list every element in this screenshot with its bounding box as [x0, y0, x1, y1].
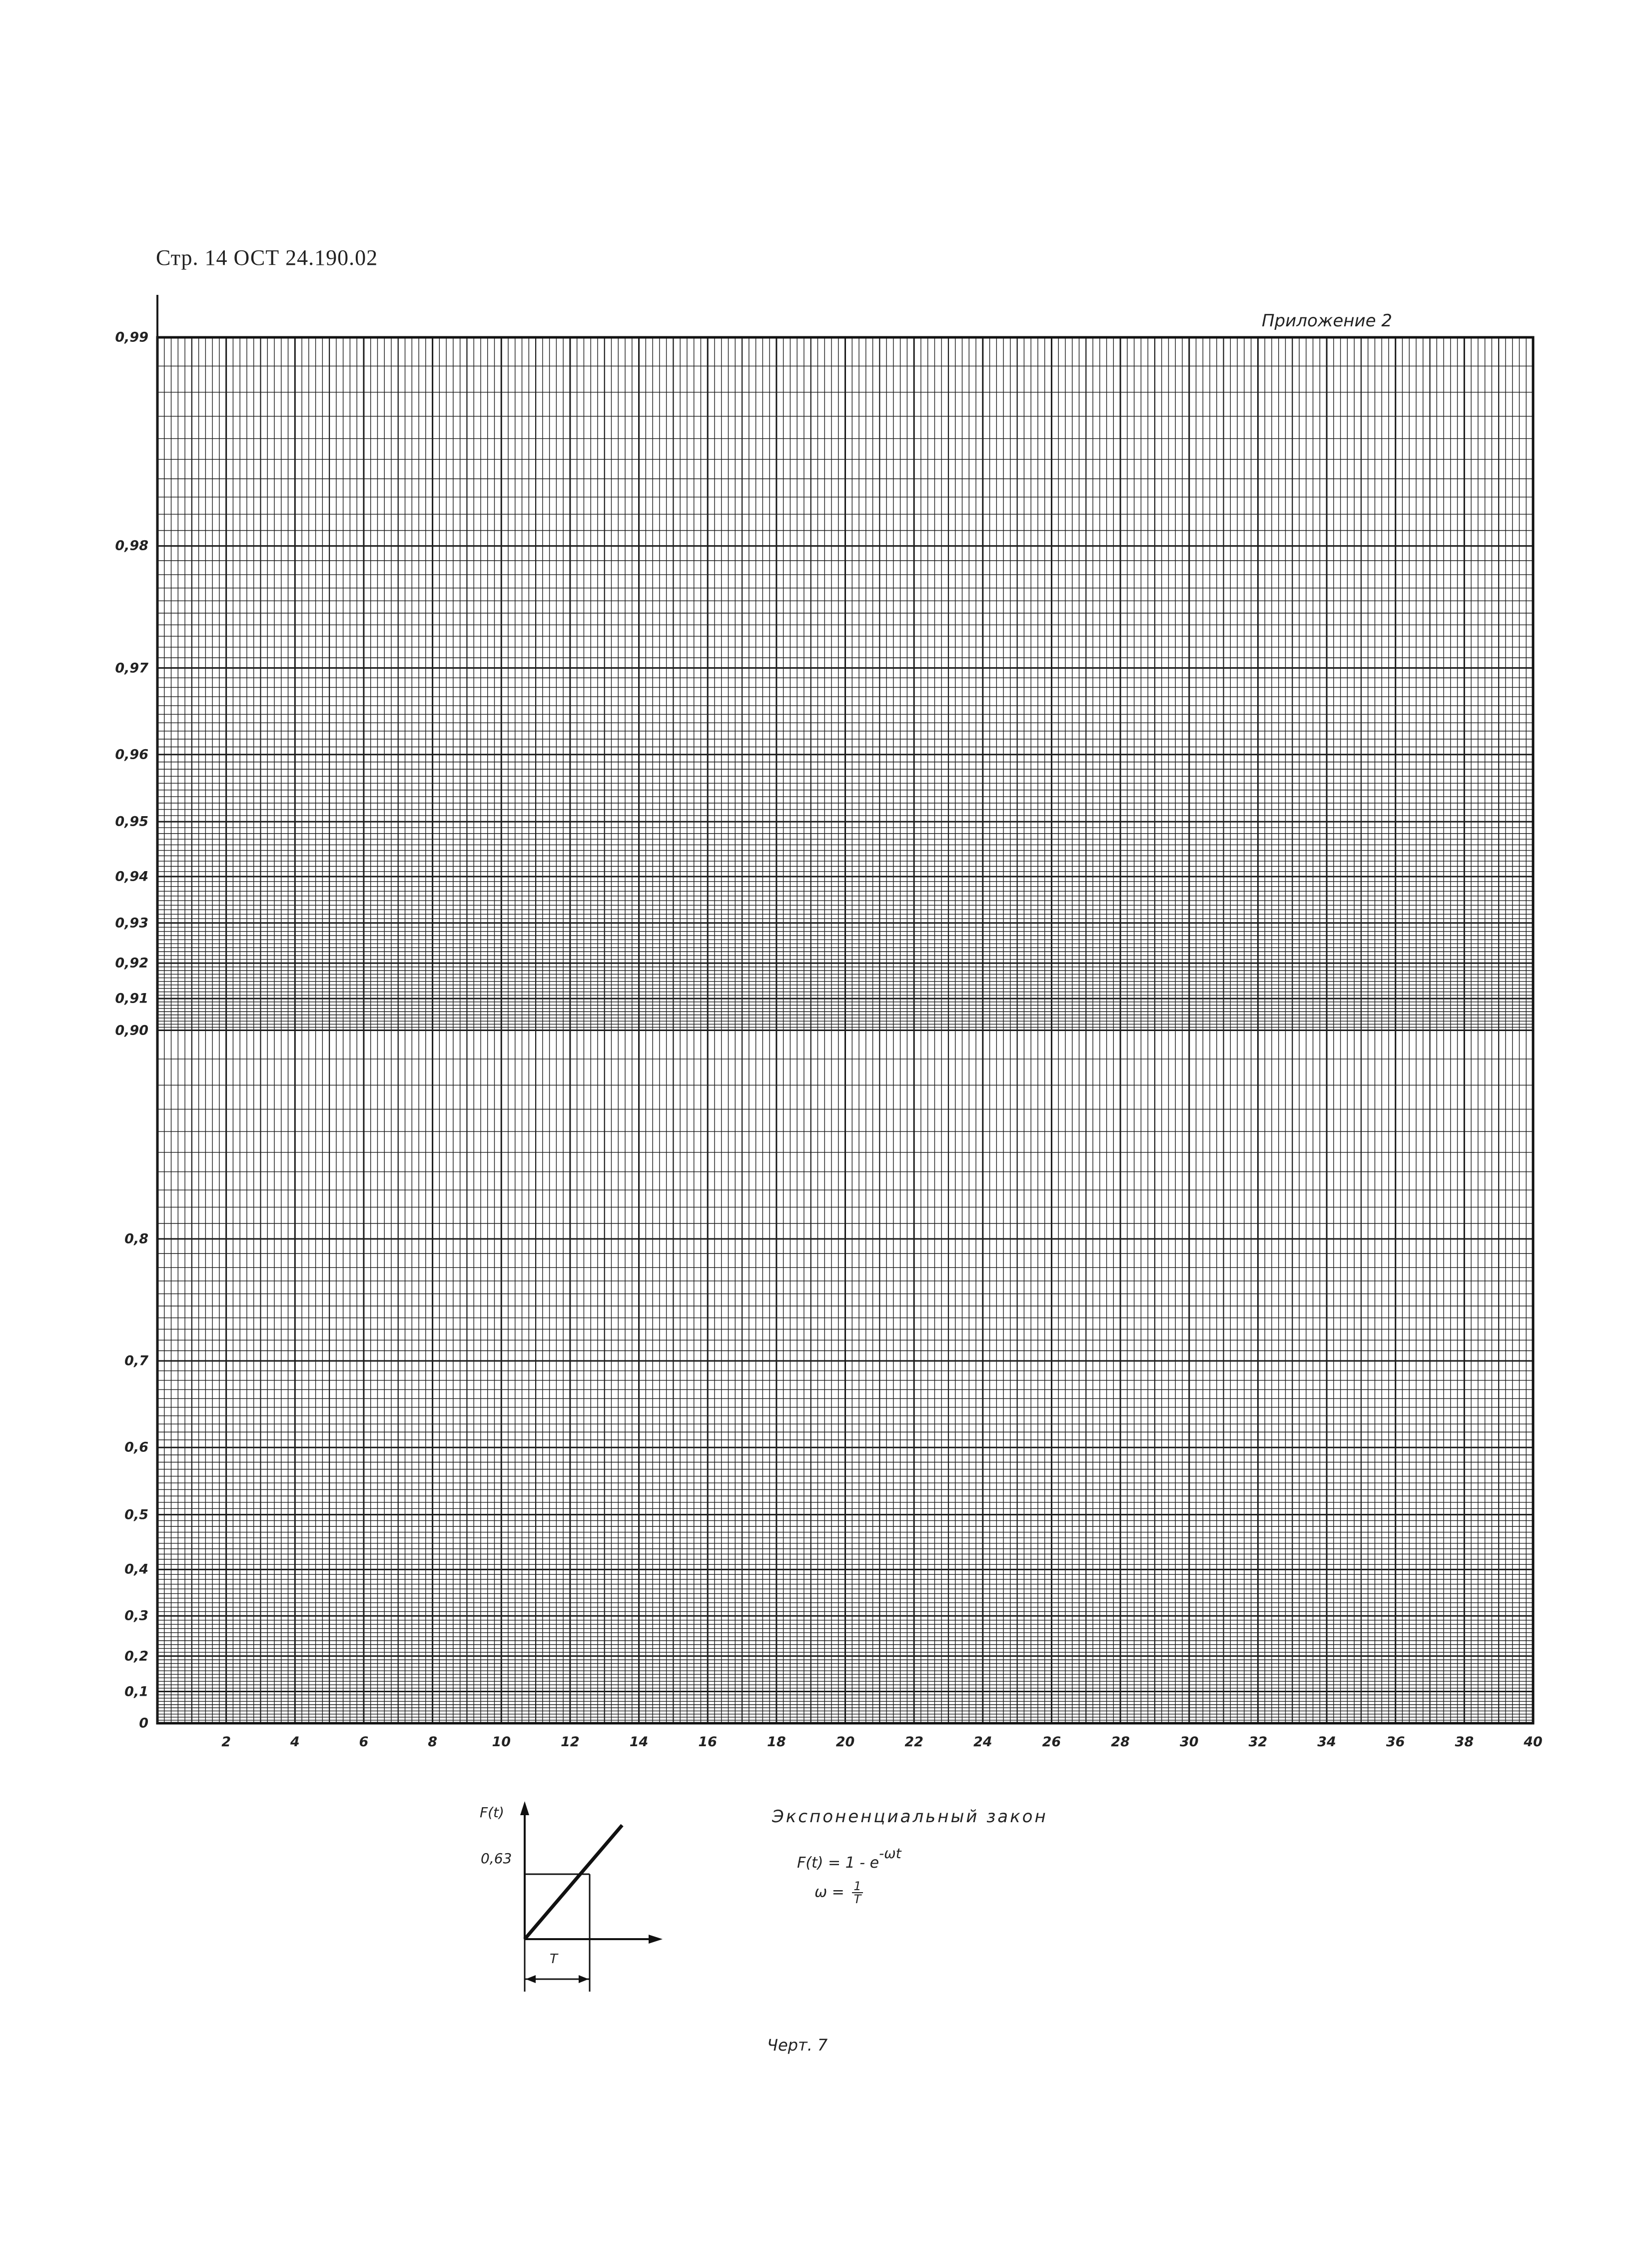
x-tick-label: 2 [221, 1734, 231, 1750]
x-tick-label: 26 [1042, 1734, 1061, 1750]
inset-T-arrow-left [526, 1975, 536, 1983]
inset-x-arrowhead [649, 1935, 663, 1944]
y-tick-label: 0,6 [124, 1439, 148, 1455]
x-tick-label: 34 [1317, 1734, 1336, 1750]
inset-y-value-label: 0,63 [481, 1850, 512, 1867]
inset-T-arrow-right [579, 1975, 589, 1983]
y-tick-label: 0,99 [115, 329, 148, 345]
y-tick-label: 0,90 [115, 1023, 148, 1038]
formula1-main: F(t) = 1 - e [797, 1854, 879, 1872]
appendix-label: Приложение 2 [1261, 311, 1392, 331]
inset-y-axis-label: F(t) [480, 1804, 504, 1821]
formula2-lhs: ω = [815, 1883, 844, 1901]
inset-diagonal-line [525, 1825, 622, 1939]
formula2-denominator: T [853, 1892, 861, 1906]
x-tick-label: 10 [492, 1734, 511, 1750]
y-tick-label: 0,7 [124, 1353, 148, 1369]
formula-line-1 [797, 1845, 901, 1872]
y-tick-label: 0 [139, 1715, 148, 1731]
y-tick-label: 0,96 [115, 747, 148, 763]
y-tick-label: 0,1 [124, 1684, 148, 1700]
x-tick-label: 30 [1179, 1734, 1199, 1750]
inset-y-arrowhead [520, 1801, 529, 1815]
x-tick-label: 18 [767, 1734, 786, 1750]
inset-x-span-label: T [550, 1952, 558, 1967]
x-tick-label: 36 [1386, 1734, 1405, 1750]
y-tick-label: 0,93 [115, 915, 148, 931]
formula1-exponent: -ωt [879, 1845, 901, 1862]
formula-line-2 [815, 1880, 863, 1905]
page-header: Стр. 14 ОСТ 24.190.02 [156, 245, 378, 270]
x-tick-label: 16 [698, 1734, 717, 1750]
y-tick-label: 0,91 [115, 991, 148, 1007]
y-tick-label: 0,8 [124, 1231, 148, 1247]
y-tick-label: 0,94 [115, 869, 148, 885]
x-tick-label: 22 [904, 1734, 923, 1750]
x-tick-label: 24 [973, 1734, 992, 1750]
formula2-numerator: 1 [852, 1880, 862, 1893]
x-tick-label: 20 [835, 1734, 855, 1750]
x-tick-label: 28 [1111, 1734, 1130, 1750]
y-tick-label: 0,2 [124, 1648, 148, 1664]
y-tick-label: 0,3 [124, 1608, 148, 1624]
formula2-fraction [852, 1880, 862, 1905]
y-tick-label: 0,97 [115, 660, 148, 676]
y-tick-label: 0,5 [124, 1507, 148, 1523]
x-tick-label: 12 [561, 1734, 580, 1750]
x-tick-label: 14 [629, 1734, 649, 1750]
x-tick-label: 6 [359, 1734, 369, 1750]
y-tick-label: 0,95 [115, 814, 148, 830]
x-tick-label: 8 [428, 1734, 437, 1750]
figure-label: Черт. 7 [767, 2036, 828, 2055]
y-tick-label: 0,92 [115, 955, 148, 971]
y-tick-label: 0,98 [115, 538, 148, 554]
x-tick-label: 4 [290, 1734, 300, 1750]
y-tick-label: 0,4 [124, 1561, 148, 1577]
x-tick-label: 32 [1248, 1734, 1268, 1750]
x-tick-label: 38 [1455, 1734, 1474, 1750]
x-tick-label: 40 [1524, 1734, 1543, 1750]
law-title: Экспоненциальный закон [772, 1807, 1048, 1827]
